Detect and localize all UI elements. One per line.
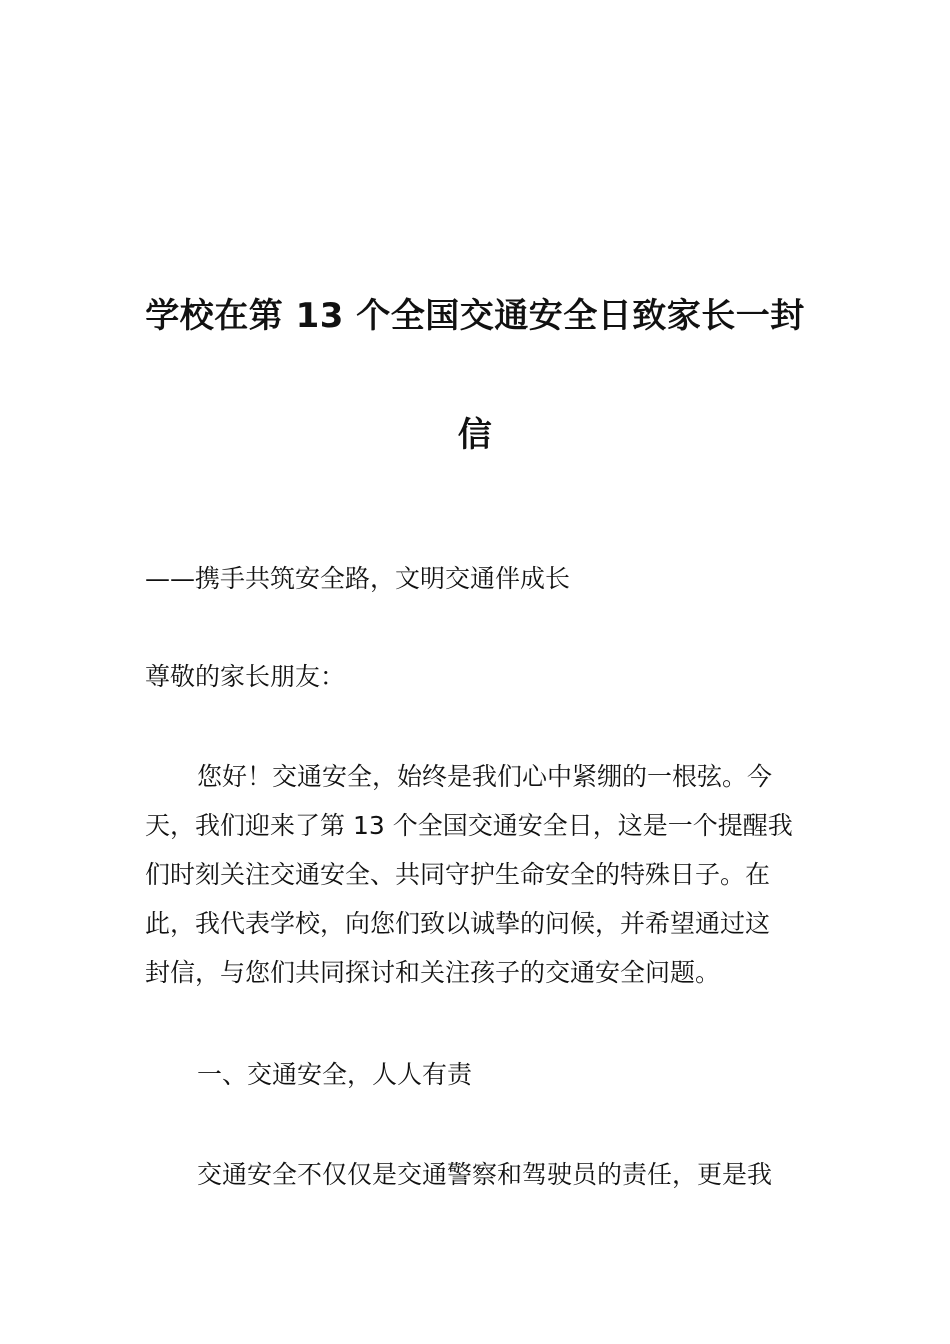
paragraph-line: 您好！交通安全，始终是我们心中紧绷的一根弦。今 xyxy=(197,762,773,791)
paragraph-line: 封信，与您们共同探讨和关注孩子的交通安全问题。 xyxy=(145,958,721,987)
section-heading: 一、交通安全，人人有责 xyxy=(197,1060,473,1089)
paragraph-line: 们时刻关注交通安全、共同守护生命安全的特殊日子。在 xyxy=(145,860,771,889)
document-title-line-1: 学校在第 13 个全国交通安全日致家长一封 xyxy=(145,296,805,336)
paragraph-line: 交通安全不仅仅是交通警察和驾驶员的责任，更是我 xyxy=(197,1160,773,1189)
document-subtitle: ——携手共筑安全路，文明交通伴成长 xyxy=(145,564,571,593)
paragraph-greeting xyxy=(145,752,810,997)
salutation: 尊敬的家长朋友： xyxy=(145,662,346,691)
paragraph-responsibility xyxy=(145,1150,810,1199)
document-title-line-2: 信 xyxy=(457,415,493,455)
paragraph-line: 此，我代表学校，向您们致以诚挚的问候，并希望通过这 xyxy=(145,909,771,938)
paragraph-line: 天，我们迎来了第 13 个全国交通安全日，这是一个提醒我 xyxy=(145,811,793,840)
